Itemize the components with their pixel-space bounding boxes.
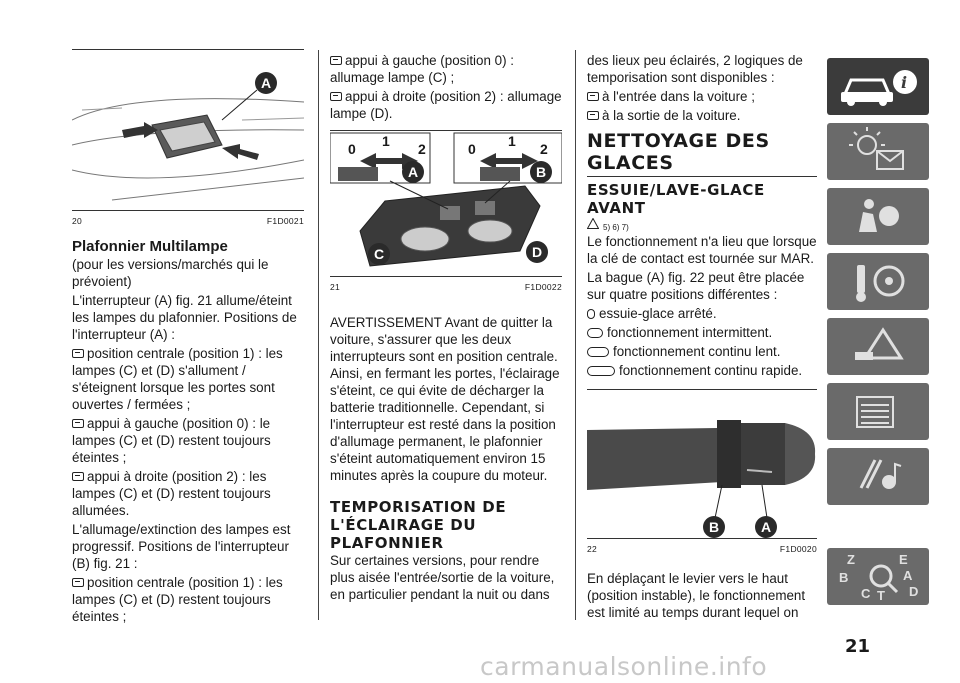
figure-code: F1D0022	[524, 282, 562, 292]
index-letter: T	[877, 588, 885, 603]
key-steering-icon	[827, 253, 929, 310]
warning-triangle-icon	[587, 218, 599, 229]
label-one-right: 1	[508, 133, 516, 149]
paragraph: (pour les versions/marchés qui le prévoient)	[72, 257, 269, 289]
warning-refs	[587, 217, 817, 233]
index-letter: B	[839, 570, 849, 585]
tab-starting-driving[interactable]	[827, 253, 929, 310]
tab-maintenance[interactable]	[827, 383, 929, 440]
tab-multimedia[interactable]	[827, 448, 929, 505]
bullet-item: appui à droite (position 2) : allumage lampe (D).	[330, 89, 562, 121]
switch-icon	[72, 349, 84, 358]
tab-vehicle-info[interactable]	[827, 58, 929, 115]
callout-c: C	[368, 243, 390, 265]
switch-icon	[72, 419, 84, 428]
bullet-item: à l'entrée dans la voiture ;	[587, 88, 817, 105]
bullet-item: appui à droite (position 2) : les lampes (C) et (D) restent toujours allumées.	[72, 469, 271, 518]
paragraph: La bague (A) fig. 22 peut être placée sur quatre positions différentes :	[587, 270, 805, 302]
divider	[72, 210, 304, 211]
wiper-position: fonctionnement continu lent.	[587, 343, 817, 360]
warning-paragraph: AVERTISSEMENT Avant de quitter la voiture, s'assurer que les deux interrupteurs sont en position centrale. Ainsi, en fermant les portes, l'éclairage s'éteint, ce qui évite de décharger la batterie traditionnelle. Cependant, si l'interrupteur est resté dans la position d'allumage permanent, le plafonnier s'éteint automatiquement environ 15 minutes après la coupure du moteur.	[330, 315, 560, 483]
column-separator	[318, 50, 319, 620]
airbag-icon	[827, 188, 929, 245]
index-letter: Z	[847, 552, 855, 567]
watermark: carmanualsonline.info	[480, 652, 768, 681]
wiper-position: fonctionnement continu rapide.	[587, 362, 817, 379]
bullet-item: position centrale (position 1) : les lampes (C) et (D) restent toujours éteintes ;	[72, 575, 283, 624]
figure-caption	[330, 279, 562, 296]
callout-d: D	[526, 241, 548, 263]
figure-code: F1D0020	[779, 544, 817, 554]
maintenance-icon	[827, 383, 929, 440]
wiper-intermittent-icon	[587, 328, 603, 338]
switch-icon	[587, 111, 599, 120]
paragraph: Sur certaines versions, pour rendre plus aisée l'entrée/sortie de la voiture, en particulier pendant la nuit ou dans	[330, 553, 555, 602]
wiper-stalk-illustration	[587, 390, 817, 538]
switch-icon	[587, 92, 599, 101]
callout-b: B	[703, 516, 725, 538]
label-two-left: 2	[418, 141, 426, 157]
figure-caption	[587, 541, 817, 558]
switch-icon	[330, 92, 342, 101]
label-zero-left: 0	[348, 141, 356, 157]
figure-number: 21	[330, 282, 341, 292]
section-heading: ESSUIE/LAVE-GLACE AVANT	[587, 181, 765, 217]
label-one-left: 1	[382, 133, 390, 149]
wiper-position: essuie-glace arrêté.	[587, 305, 817, 322]
column-separator	[575, 50, 576, 620]
fig-20-callout: A	[255, 72, 277, 94]
wiper-off-icon	[587, 309, 595, 319]
page-number: 21	[845, 636, 871, 657]
callout-a: A	[755, 516, 777, 538]
switch-icon	[72, 472, 84, 481]
tab-emergency[interactable]	[827, 318, 929, 375]
bullet-item: à la sortie de la voiture.	[587, 107, 817, 124]
paragraph: des lieux peu éclairés, 2 logiques de temporisation sont disponibles :	[587, 53, 803, 85]
divider	[587, 176, 817, 177]
figure-code: F1D0021	[266, 216, 304, 226]
bullet-item: appui à gauche (position 0) : le lampes (C) et (D) restent toujours éteintes ;	[72, 416, 271, 465]
tab-warning-lights[interactable]	[827, 123, 929, 180]
figure-caption	[72, 213, 304, 230]
index-letter: D	[909, 584, 919, 599]
warning-lights-icon	[827, 123, 929, 180]
column-1	[72, 0, 304, 627]
label-two-right: 2	[540, 141, 548, 157]
index-letter: A	[903, 568, 913, 583]
paragraph: Le fonctionnement n'a lieu que lorsque la clé de contact est tournée sur MAR.	[587, 234, 817, 266]
breakdown-triangle-icon	[827, 318, 929, 375]
callout-a: A	[402, 161, 424, 183]
chapter-heading: NETTOYAGE DES GLACES	[587, 130, 770, 174]
figure-number: 22	[587, 544, 598, 554]
figure-21	[330, 131, 562, 276]
column-2	[330, 52, 562, 605]
bullet-item: position centrale (position 1) : les lampes (C) et (D) s'allument / s'éteignent lorsque les portes sont ouvertes / fermées ;	[72, 346, 283, 412]
bullet-item: appui à gauche (position 0) : allumage lampe (C) ;	[330, 53, 514, 85]
figure-number: 20	[72, 216, 83, 226]
divider	[330, 276, 562, 277]
reference-numbers: 5) 6) 7)	[603, 223, 629, 232]
index-letter: C	[861, 586, 871, 601]
svg-text:i: i	[901, 73, 908, 92]
section-heading: TEMPORISATION DE L'ÉCLAIRAGE DU PLAFONNIER	[330, 498, 507, 552]
paragraph: L'allumage/extinction des lampes est progressif. Positions de l'interrupteur (B) fig. 21 :	[72, 522, 291, 571]
tab-safety[interactable]	[827, 188, 929, 245]
car-info-icon	[827, 58, 929, 115]
figure-20	[72, 50, 304, 210]
divider	[587, 538, 817, 539]
paragraph: En déplaçant le levier vers le haut (position instable), le fonctionnement est limité au temps durant lequel on	[587, 571, 806, 620]
column-3	[587, 52, 817, 623]
paragraph: L'interrupteur (A) fig. 21 allume/éteint les lampes du plafonnier. Positions de l'interrupteur (A) :	[72, 293, 297, 342]
section-heading: Plafonnier Multilampe	[72, 238, 228, 255]
label-zero-right: 0	[468, 141, 476, 157]
wiper-position: fonctionnement intermittent.	[587, 324, 817, 341]
switch-icon	[330, 56, 342, 65]
switch-icon	[72, 578, 84, 587]
multimedia-icon	[827, 448, 929, 505]
index-letter: E	[899, 552, 908, 567]
figure-22	[587, 390, 817, 538]
wiper-fast-icon	[587, 366, 615, 376]
tab-index[interactable]	[827, 548, 929, 605]
callout-b: B	[530, 161, 552, 183]
wiper-slow-icon	[587, 347, 609, 357]
